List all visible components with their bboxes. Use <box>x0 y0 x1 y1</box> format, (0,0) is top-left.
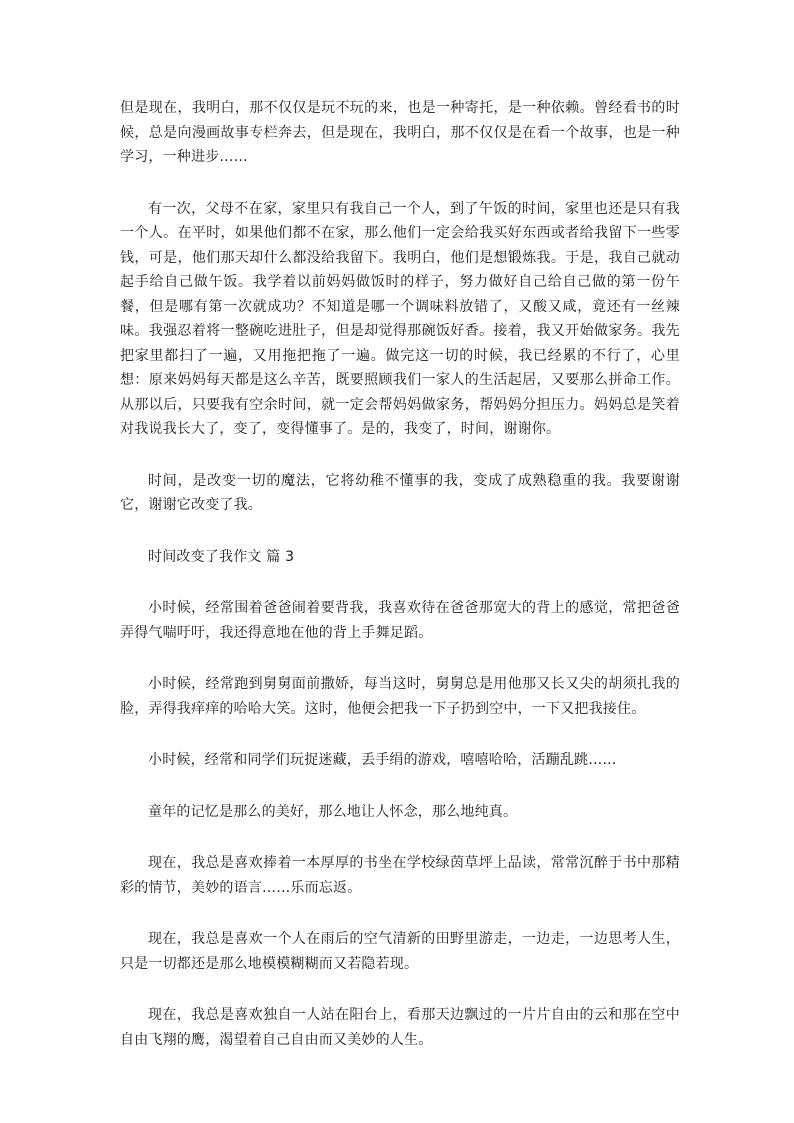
paragraph-5: 小时候，经常围着爸爸闹着要背我，我喜欢待在爸爸那宽大的背上的感觉，常把爸爸弄得气喘吁吁，我还得意地在他的背上手舞足蹈。 <box>120 600 680 641</box>
paragraph-7: 小时候，经常和同学们玩捉迷藏，丢手绢的游戏，嘻嘻哈哈，活蹦乱跳…… <box>148 752 617 768</box>
paragraph-9: 现在，我总是喜欢捧着一本厚厚的书坐在学校绿茵草坪上品读，常常沉醉于书中那精彩的情节，美妙的语言……乐而忘返。 <box>120 855 680 896</box>
paragraph-8: 童年的记忆是那么的美好，那么地让人怀念，那么地纯真。 <box>148 803 518 820</box>
paragraph-2: 有一次，父母不在家，家里只有我自己一个人，到了午饭的时间，家里也还是只有我一个人。在平时，如果他们都不在家，那么他们一定会给我买好东西或者给我留下一些零钱，可是，他们那天却什么都没给我留下。我明白，他们是想锻炼我。于是，我自己就动起手给自己做午饭。我学着以前妈妈做饭时的样子，努力做好自己给自己做的第一份午餐，但是哪有第一次就成功？不知道是哪一个调味料放错了，又酸又咸，竟还有一丝辣味。我强忍着将一整碗吃进肚子，但是却觉得那碗饭好香。接着，我又开始做家务。我先把家里都扫了一遍，又用拖把拖了一遍。做完这一切的时候，我已经累的不行了，心里想：原来妈妈每天都是这么辛苦，既要照顾我们一家人的生活起居，又要那么拼命工作。从那以后，只要我有空余时间，就一定会帮妈妈做家务，帮妈妈分担压力。妈妈总是笑着对我说我长大了，变了，变得懂事了。是的，我变了，时间，谢谢你。 <box>120 200 680 437</box>
paragraph-3: 时间，是改变一切的魔法，它将幼稚不懂事的我，变成了成熟稳重的我。我要谢谢它，谢谢它改变了我。 <box>120 472 680 513</box>
paragraph-11: 现在，我总是喜欢独自一人站在阳台上，看那天边飘过的一片片自由的云和那在空中自由飞翔的鹰，渴望着自己自由而又美妙的人生。 <box>120 1007 680 1048</box>
section-heading: 时间改变了我作文 篇 3 <box>148 548 295 565</box>
document-page <box>120 96 680 1052</box>
paragraph-1: 但是现在，我明白，那不仅仅是玩不玩的来，也是一种寄托，是一种依赖。曾经看书的时候，总是向漫画故事专栏奔去，但是现在，我明白，那不仅仅是在看一个故事，也是一种学习，一种进步…… <box>120 100 680 165</box>
paragraph-10: 现在，我总是喜欢一个人在雨后的空气清新的田野里游走，一边走，一边思考人生，只是一切都还是那么地模模糊糊而又若隐若现。 <box>120 931 680 972</box>
paragraph-6: 小时候，经常跑到舅舅面前撒娇，每当这时，舅舅总是用他那又长又尖的胡须扎我的脸，弄得我痒痒的哈哈大笑。这时，他便会把我一下子扔到空中，一下又把我接住。 <box>120 676 680 717</box>
